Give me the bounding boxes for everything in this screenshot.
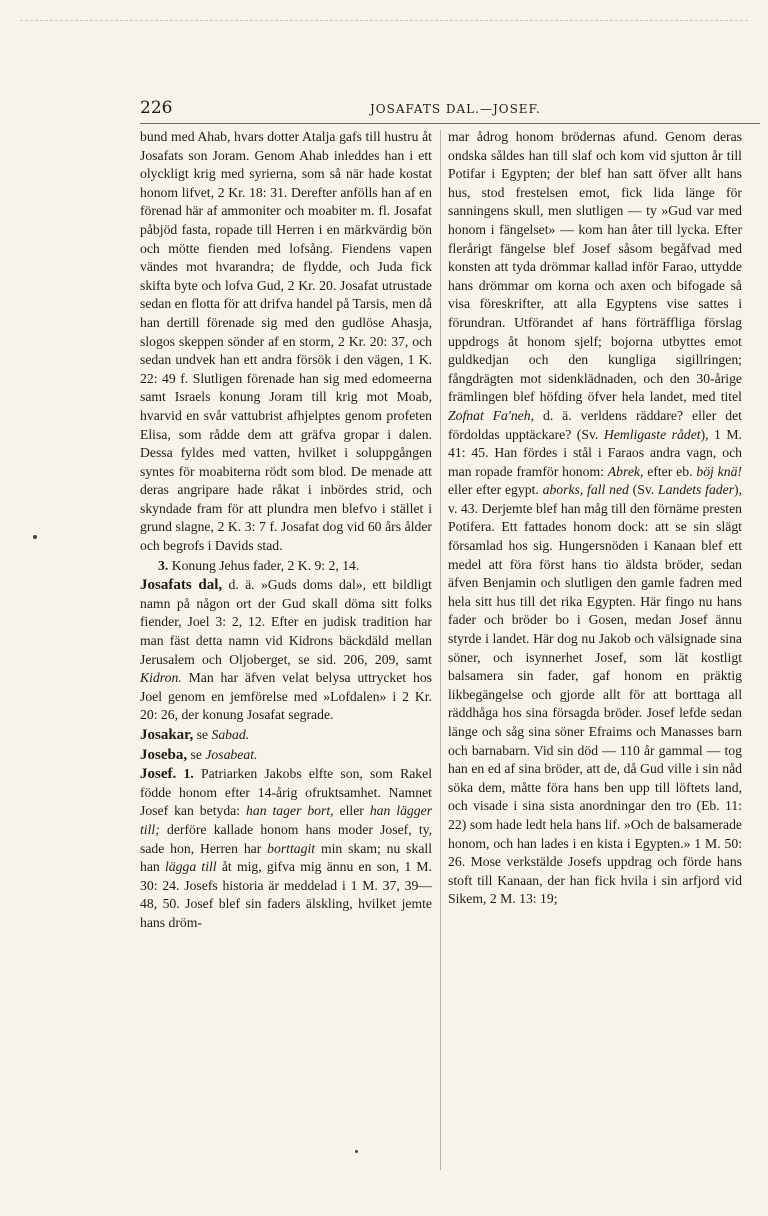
entry-text: Patriarken Jakobs elfte son, som Rakel födde honom efter 14-årig ofruktsamhet. Namnet Josef kan betyda:	[140, 766, 433, 819]
page-header	[140, 98, 760, 124]
body-text: (Sv.	[632, 482, 655, 498]
josafat-continued-paragraph: bund med Ahab, hvars dotter Atalja gafs till hustru åt Josafats son Joram. Genom Ahab inleddes han i ett olyckligt krig med syrierna, som så när hade kostat honom lifvet, 2 Kr. 18: 31. Derefter anfölls han af en förenad här af ammoniter och moabiter m. fl. Josafat påbjöd fasta, ropade till Herren i en märkvärdig bön och mötte fienden med lofsång. Fiendens vapen vändes mot hvarandra; de flydde, och Juda fick skifta byte och lofva Gud, 2 Kr. 20. Josafat utrustade sedan en flotta för att drifva handel på Tarsis, men då han dertill förenade sig med den gudlöse Ahasja, slogos skeppen sönder af en storm, 2 Kr. 20: 37, och sedan undvek han ett andra försök i den vägen, 1 K. 22: 49 f. Slutligen förenade han sig med edomeerna samt Israels konung Joram till krig mot Moab, hvarvid en svår vattubrist afhjelptes genom profeten Elisa, som rådde dem att gräfva gropar i dalen. Dessa fyldes med vatten, hvilket i soluppgången syntes för moabiterna rödt som blod. De menade att deras angripare hade råkat i inbördes strid, och skyndade fram för att plundra men blefvo i stället i grund slagne, 2 K. 3: 7 f. Josafat dog vid 60 års ålder och begrofs i Davids stad.	[140, 129, 432, 554]
top-edge-rule	[20, 20, 748, 21]
emphasis: han lägger till;	[140, 803, 433, 837]
entry-number: 3.	[158, 557, 169, 573]
body-text: efter eb.	[647, 463, 693, 479]
entry-text: åt mig, gifva mig ännu en son, 1 M. 30: 24. Josefs historia är meddelad i 1 M. 37, 39—48, 50. Josef blef sin faders älskling, hvilket jemte hans dröm-	[140, 859, 433, 930]
emphasis: aborks, fall ned	[542, 482, 629, 498]
column-divider	[440, 130, 441, 1170]
cross-reference: Sabad.	[211, 727, 250, 742]
joseba-entry	[140, 746, 432, 765]
margin-mark	[33, 535, 37, 539]
entry-text: se	[196, 727, 209, 742]
running-head: JOSAFATS DAL.—JOSEF.	[370, 102, 541, 116]
emphasis: böj knä!	[696, 463, 742, 479]
josakar-entry	[140, 726, 432, 745]
entry-number: 1.	[183, 766, 194, 782]
emphasis: Landets fader	[658, 482, 735, 498]
right-column	[448, 128, 742, 909]
entry-headword: Joseba,	[140, 746, 188, 763]
entry-text: se	[190, 746, 202, 762]
body-text: mar ådrog honom brödernas afund. Genom deras ondska såldes han till slaf och kom vid sjutton år till Potifar i Egypten; der blef han satt öfver allt hans hus, stod frestelsen emot, fick lida länge för sanningens skull, men slutligen — ty »Gud var med honom i fängelset» — kom han åter till lycka. Efter flerårigt fängelse blef Josef såsom begåfvad med konsten att tyda drömmar kallad inför Farao, uttydde hans drömmar om korna och axen och bifogade så visa föreskrifter, att alla Egyptens vise sattes i förundran. Utförandet af hans förträffliga förslag uppdrogs åt honom sjelf; bojorna utbyttes emot guldkedjan och den kungliga sigillringen; fångdrägten mot sidenklädnaden, och den 30-årige främlingen blef höfding öfver hela landet, med titel	[448, 129, 742, 405]
page-number: 226	[140, 98, 173, 118]
entry-text: Man har äfven velat belysa uttrycket hos Joel genom en jemförelse med »Lofdalen» i 2 Kr. 20: 26, der konung Josafat segrade.	[140, 670, 432, 723]
emphasis: borttagit	[267, 840, 316, 856]
body-text: d. ä. verldens räddare? eller det fördoldas upptäckare? (Sv.	[448, 407, 742, 442]
emphasis: Hemligaste rådet	[603, 426, 701, 442]
emphasis: han tager bort,	[246, 803, 334, 819]
josef-continued-paragraph	[448, 128, 742, 909]
entry-text: eller	[339, 803, 364, 819]
emphasis: Zofnat Fa'neh,	[448, 407, 535, 423]
emphasis: lägga till	[165, 859, 217, 875]
bottom-mark	[355, 1150, 358, 1153]
entry-headword: Josafats dal,	[140, 577, 223, 594]
entry-text: Konung Jehus fader, 2 K. 9: 2, 14.	[171, 557, 360, 573]
cross-reference: Kidron.	[140, 670, 182, 686]
josafats-dal-entry	[140, 576, 432, 725]
body-text: ), v. 43. Derjemte blef han måg till den förnäme presten Potifera. Ett fattades honom dock: att se sin slägt församlad hos sig. Hungersnöden i Kanaan blef ett medel att föra först hans tio äldsta bröder, sedan äfven Benjamin och slutligen den gamle fadren med hela sitt hus till det rika Egypten. Här fingo nu hans fader och bröder bo i Gosen, medan Josef ännu styrde i landet. Här dog nu Jakob och välsignade sina söner, och isynnerhet Josef, som lät kostligt balsamera sin fader, gaf honom en präktig likbegängelse och gjorde allt för att borttaga all räddhåga hos sina försagda bröder. Josef lefde sedan länge och såg sina söner Efraims och Manasses barn och barnabarn. Vid sin död — 110 år gammal — tog han en ed af sina bröder, att de, då Gud ville i sin nåd söka dem, måtte föra hans ben upp till löftets land, och visade i sina sista anordningar den tro (Eb. 11: 22) som hade ledt hela hans lif. »Och de balsamerade honom, och han lades i en kista i Egypten.» 1 M. 50: 26. Mose verkstälde Josefs uppdrag och förde hans stoft till Kanaan, der han fick hvila i sin arfjord vid Sikem, 2 M. 13: 19;	[448, 482, 743, 907]
entry-text: min skam; nu skall han	[140, 840, 433, 875]
entry-headword: Josef.	[140, 766, 177, 783]
left-column	[140, 128, 432, 933]
body-text: eller efter egypt.	[448, 482, 539, 498]
body-text: ), 1 M. 41: 45. Han fördes i stål i Faraos andra vagn, och man ropade framför honom:	[448, 426, 742, 479]
cross-reference: Josabeat.	[205, 746, 258, 762]
entry-text: derföre kallade honom hans moder Josef, ty, sade hon, Herren har	[140, 821, 433, 856]
josef-entry	[140, 765, 432, 932]
josafat-3-paragraph	[140, 557, 432, 576]
header-rule	[140, 123, 760, 124]
emphasis: Abrek,	[607, 463, 644, 479]
entry-text: d. ä. »Guds doms dal», ett bildligt namn på någon ort der Gud skall döma sitt folks fiender, Joel 3: 2, 12. Efter en judisk tradition har man fäst detta namn vid Kidrons bäckdäld mellan Jerusalem och Oljoberget, se sid. 206, 209, samt	[140, 577, 432, 667]
entry-headword: Josakar,	[140, 727, 194, 743]
